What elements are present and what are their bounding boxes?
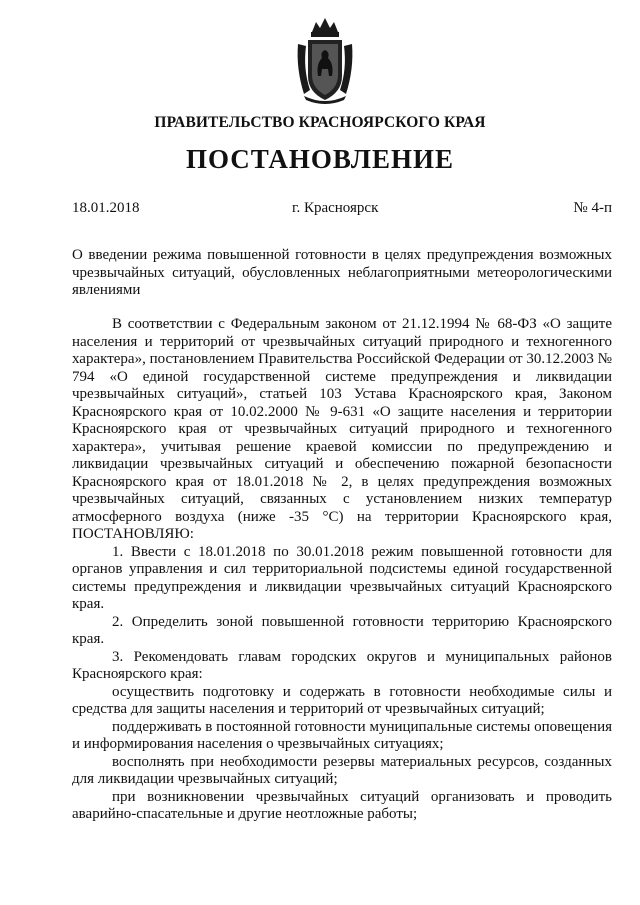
issuing-authority: ПРАВИТЕЛЬСТВО КРАСНОЯРСКОГО КРАЯ xyxy=(154,114,486,131)
paragraph: В соответствии с Федеральным законом от 21.12.1994 № 68-ФЗ «О защите населения и территорий от чрезвычайных ситуаций природного и техногенного характера», постановлением Правительства Российской Федерации от 30.12.2003 № 794 «О единой государственной системе предупреждения и ликвидации чрезвычайных ситуаций», статьей 103 Устава Красноярского края, Законом Красноярского края от 10.02.2000 № 9-631 «О защите населения и территории Красноярского края от чрезвычайных ситуаций природного и техногенного характера», учитывая решение краевой комиссии по предупреждению и ликвидации чрезвычайных ситуаций и обеспечению пожарной безопасности Красноярского края от 18.01.2018 № 2, в целях предупреждения возможных чрезвычайных ситуаций, связанных с установлением низких температур атмосферного воздуха (ниже -35 °С) на территории Красноярского края, ПОСТАНОВЛЯЮ: xyxy=(72,316,612,542)
paragraph: поддерживать в постоянной готовности муниципальные системы оповещения и информирования населения о чрезвычайных ситуациях; xyxy=(72,718,612,752)
paragraph: 1. Ввести с 18.01.2018 по 30.01.2018 режим повышенной готовности для органов управления и сил территориальной подсистемы единой государственной системы предупреждения и ликвидации чрезвычайных ситуаций Красноярского края. xyxy=(72,543,612,612)
document-city: г. Красноярск xyxy=(292,200,379,216)
document-body xyxy=(72,316,612,824)
paragraph: осуществить подготовку и содержать в готовности необходимые силы и средства для защиты населения и территорий от чрезвычайных ситуаций; xyxy=(72,683,612,717)
paragraph: 2. Определить зоной повышенной готовности территорию Красноярского края. xyxy=(72,613,612,647)
document-date: 18.01.2018 xyxy=(72,200,140,216)
coat-of-arms-icon xyxy=(294,14,356,104)
document-subject: О введении режима повышенной готовности в целях предупреждения возможных чрезвычайных ситуаций, обусловленных неблагоприятными метеорологическими явлениями xyxy=(72,247,612,298)
document-meta xyxy=(72,200,612,220)
paragraph: восполнять при необходимости резервы материальных ресурсов, созданных для ликвидации чрезвычайных ситуаций; xyxy=(72,753,612,787)
paragraph: при возникновении чрезвычайных ситуаций организовать и проводить аварийно-спасательные и другие неотложные работы; xyxy=(72,788,612,822)
paragraph: 3. Рекомендовать главам городских округов и муниципальных районов Красноярского края: xyxy=(72,648,612,682)
document-number: № 4-п xyxy=(573,200,612,216)
document-type-title: ПОСТАНОВЛЕНИЕ xyxy=(185,144,455,174)
